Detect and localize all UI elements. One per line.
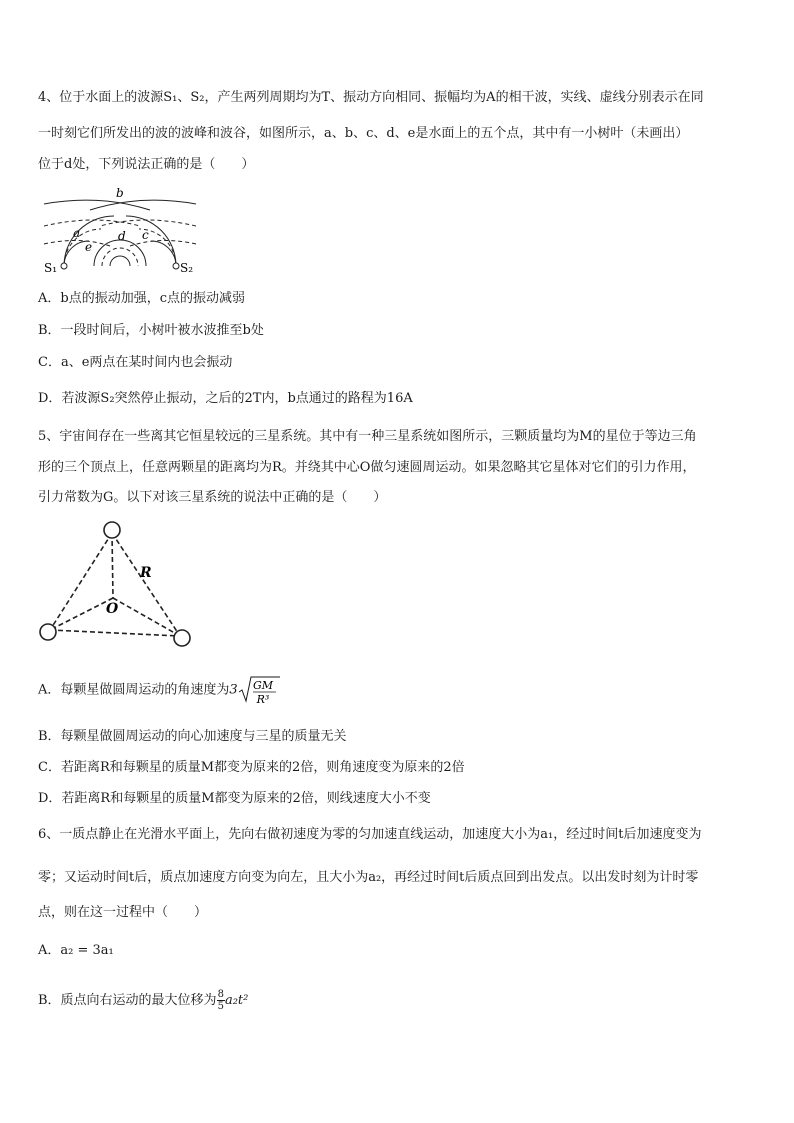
radical-sign bbox=[238, 675, 280, 705]
fraction-numerator: 8 bbox=[217, 989, 224, 1000]
q5-option-b[interactable]: B．每颗星做圆周运动的向心加速度与三星的质量无关 bbox=[38, 729, 347, 744]
q6-stem-line2: 零；又运动时间t后，质点加速度方向变为向左，且大小为a₂，再经过时间t后质点回到出发点。以出发时刻为计时零 bbox=[38, 870, 699, 885]
q6-stem-line1: 6、一质点静止在光滑水平面上，先向右做初速度为零的匀加速直线运动，加速度大小为a₁，经过时间t后加速度变为 bbox=[38, 827, 702, 842]
q4-stem-line2: 一时刻它们所发出的波的波峰和波谷，如图所示，a、b、c、d、e是水面上的五个点，其中有一小树叶（未画出） bbox=[38, 126, 689, 141]
label-d: d bbox=[118, 229, 126, 243]
q5-option-a[interactable] bbox=[38, 675, 280, 705]
label-a: a bbox=[73, 226, 81, 240]
q5-stem-line3: 引力常数为G。以下对该三星系统的说法中正确的是（ ） bbox=[38, 490, 387, 505]
q5-stem-line1: 5、宇宙间存在一些离其它恒星较远的三星系统。其中有一种三星系统如图所示，三颗质量均为M的星位于等边三角 bbox=[38, 429, 697, 444]
q5-option-a-coef: 3 bbox=[229, 682, 238, 698]
q4-stem-line3: 位于d处，下列说法正确的是（ ） bbox=[38, 157, 255, 172]
q5-option-c[interactable]: C．若距离R和每颗星的质量M都变为原来的2倍，则角速度变为原来的2倍 bbox=[38, 760, 465, 775]
label-e: e bbox=[85, 240, 93, 254]
q6-option-b-text: B．质点向右运动的最大位移为 bbox=[38, 993, 217, 1008]
label-O: O bbox=[106, 601, 119, 617]
q6-stem-line3: 点，则在这一过程中（ ） bbox=[38, 905, 208, 920]
q6-option-a[interactable]: A．a₂ = 3a₁ bbox=[38, 943, 114, 958]
label-R: R bbox=[140, 565, 152, 581]
three-star-diagram bbox=[36, 518, 196, 648]
q4-stem-line1: 4、位于水面上的波源S₁、S₂，产生两列周期均为T、振动方向相同、振幅均为A的相干波，实线、虚线分别表示在同 bbox=[38, 90, 704, 105]
interference-diagram bbox=[40, 186, 200, 278]
q4-option-d[interactable]: D．若波源S₂突然停止振动，之后的2T内，b点通过的路程为16A bbox=[38, 391, 413, 406]
q4-option-b[interactable]: B．一段时间后，小树叶被水波推至b处 bbox=[38, 323, 264, 338]
q4-option-a[interactable]: A．b点的振动加强，c点的振动减弱 bbox=[38, 291, 245, 306]
label-b: b bbox=[116, 186, 124, 200]
q5-option-d[interactable]: D．若距离R和每颗星的质量M都变为原来的2倍，则线速度大小不变 bbox=[38, 791, 431, 806]
label-c: c bbox=[142, 228, 149, 242]
q6-option-b-expr: a₂t² bbox=[224, 993, 249, 1008]
label-s2: S₂ bbox=[180, 261, 194, 275]
radical-numerator: GM bbox=[252, 679, 273, 692]
fraction-denominator: 5 bbox=[217, 1001, 224, 1012]
q5-stem-line2: 形的三个顶点上，任意两颗星的距离均为R。并绕其中心O做匀速圆周运动。如果忽略其它星体对它们的引力作用， bbox=[38, 460, 696, 475]
fraction-8-5 bbox=[217, 989, 225, 1012]
label-s1: S₁ bbox=[44, 261, 58, 275]
q4-option-c[interactable]: C．a、e两点在某时间内也会振动 bbox=[38, 355, 233, 370]
radical-denominator: R³ bbox=[256, 693, 270, 705]
q6-option-b[interactable] bbox=[38, 986, 248, 1016]
q5-option-a-text: A．每颗星做圆周运动的角速度为 bbox=[38, 682, 230, 698]
